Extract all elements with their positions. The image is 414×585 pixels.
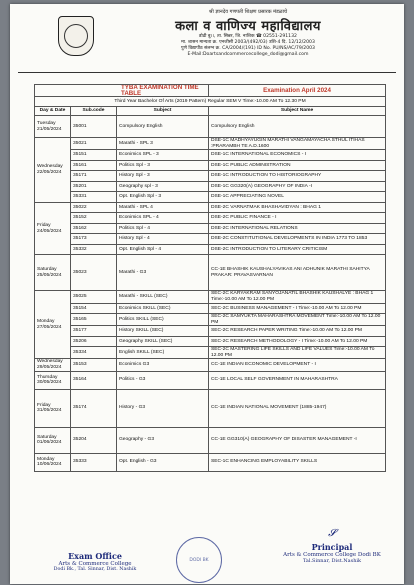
document-page (10, 4, 404, 584)
subject-code-cell: 35174 (71, 389, 117, 427)
exam-office-line3: Dodi Bk., Tal. Sinnar, Dist. Nashik (53, 567, 137, 572)
subject-name-cell: DSE-2C INTERNATIONAL RELATIONS (209, 223, 386, 234)
subject-code-cell: 35173 (71, 234, 117, 245)
subject-code-cell: 35164 (71, 371, 117, 389)
subject-code-cell: 35204 (71, 427, 117, 453)
subject-code-cell: 35201 (71, 181, 117, 192)
society-name: श्री ज्ञानदेव गणपती शिक्षण प्रसारक मंडळाचे (208, 9, 288, 15)
subject-code-cell: 35162 (71, 223, 117, 234)
subject-name-cell: SEC-2C RESEARCH PAPER WRITING Time:-10.00 AM To 12.00 PM (209, 326, 386, 337)
subject-name-cell: SEC-2C RESEARCH METHODOLOGY - I Time:-10.00 AM To 12.00 PM (209, 336, 386, 347)
subject-cell: English SKILL (SEC) (117, 347, 209, 359)
subject-code-cell: 35022 (71, 202, 117, 213)
day-date-cell: Saturday 01/06/2024 (35, 427, 71, 453)
subject-cell: Econimics SKILL (SEC) (117, 303, 209, 314)
subject-name-cell: SEC-2C KARYAKRAM SANYOJANATIL BHASHIK KAUSHALYE : BHAG 1 Time:-10.00 AM To 12.00 PM (209, 291, 386, 303)
subject-cell: Geography SKILL (SEC) (117, 336, 209, 347)
subject-name-cell: DSE-1C GG320(A) GEOGRAPHY OF INDIA -I (209, 181, 386, 192)
subject-code-cell: 35161 (71, 160, 117, 171)
subject-code-cell: 35206 (71, 336, 117, 347)
subject-cell: History SKILL (SEC) (117, 326, 209, 337)
table-row (35, 314, 386, 326)
table-row (35, 160, 386, 171)
table-row (35, 255, 386, 291)
principal-signature-block (272, 528, 392, 564)
subject-cell: Econimics G3 (117, 359, 209, 371)
table-row (35, 371, 386, 389)
affiliation-line: पुणे विद्यापीठ संलग्न क्र. CA/2004/(191) ID No. PU/NS/AC/79/2003 (181, 46, 315, 51)
subject-cell: Marathi - SKILL (SEC) (117, 291, 209, 303)
table-row (35, 336, 386, 347)
day-date-cell: Saturday 25/05/2024 (35, 255, 71, 291)
subject-name-cell: DSE-1C PUBLIC ADMINISTRATION (209, 160, 386, 171)
subject-name-cell: DSE-2C VARNATMAK BHASHAVIDYAN : BHAG 1 (209, 202, 386, 213)
subject-code-cell: 35177 (71, 326, 117, 337)
subject-cell: Compulsory English (117, 116, 209, 138)
subject-code-cell: 35001 (71, 116, 117, 138)
subject-code-cell: 35332 (71, 244, 117, 255)
subject-code-cell: 35153 (71, 359, 117, 371)
exam-office-title: Exam Office (68, 551, 122, 561)
college-name: कला व वाणिज्य महाविद्यालय (175, 19, 321, 34)
logo-emblem-icon (64, 24, 88, 48)
subject-name-cell: CC-1E INDIAN ECONOMIC DEVELOPMENT - I (209, 359, 386, 371)
college-logo (58, 16, 94, 56)
subject-cell: Opt. English Spl - 4 (117, 244, 209, 255)
principal-line2: Arts & Commerce College Dodi BK (283, 552, 381, 558)
subject-cell: Geography spl - 3 (117, 181, 209, 192)
day-date-cell: Monday 10/06/2024 (35, 453, 71, 471)
table-row (35, 202, 386, 213)
subject-code-cell: 35151 (71, 150, 117, 161)
header-subject: Subject (117, 107, 209, 116)
table-row (35, 116, 386, 138)
subject-name-cell: SEC-1C ENHANCING EMPLOYABILITY SKILLS (209, 453, 386, 471)
principal-line3: Tal.Sinnar, Dist.Nashik (302, 558, 362, 564)
subject-name-cell: DSE-1C APPRECIATING NOVEL (209, 192, 386, 203)
subject-name-cell: CC-1E BHASHIK KAUSHALYAVIKAS ANI ADHUNIK MARATHI SAHITYA PRAKAR: PRAVASVARNAN (209, 255, 386, 291)
subject-name-cell: CC-1E INDIAN NATIONAL MOVEMENT (1885-1947) (209, 389, 386, 427)
exam-office-line2: Arts & Commerce College (58, 561, 132, 567)
principal-title: Principal (311, 542, 353, 552)
header-divider (18, 72, 396, 73)
header-subject-name: Subject Name (209, 107, 386, 116)
subject-cell: Marathi - G3 (117, 255, 209, 291)
day-date-cell: Monday 27/05/2024 (35, 291, 71, 359)
subject-cell: Marathi - SPL 3 (117, 138, 209, 150)
subject-code-cell: 35334 (71, 347, 117, 359)
subject-code-cell: 35154 (71, 303, 117, 314)
day-date-cell: Wednesday 29/05/2024 (35, 359, 71, 371)
subject-code-cell: 35025 (71, 291, 117, 303)
table-row (35, 192, 386, 203)
subject-cell: Politics Spl - 4 (117, 223, 209, 234)
table-row (35, 347, 386, 359)
subject-cell: Geography - G3 (117, 427, 209, 453)
subject-name-cell: DSE-2C CONSTITUTIONAL DEVELOPMENTS IN INDIA 1773 TO 1853 (209, 234, 386, 245)
subject-cell: History - G3 (117, 389, 209, 427)
table-row (35, 223, 386, 234)
subject-cell: Politics Spl - 3 (117, 160, 209, 171)
signature-scribble: 𝓢 (328, 528, 336, 539)
subject-name-cell: CC-1E GG310(A) GEOGRAPHY OF DISASTER MANAGEMENT -I (209, 427, 386, 453)
subject-name-cell: DSE-1C INTERNATIONAL ECONOMICS - I (209, 150, 386, 161)
table-row (35, 291, 386, 303)
table-row (35, 234, 386, 245)
exam-office-stamp (40, 551, 150, 572)
subject-code-cell: 35171 (71, 171, 117, 182)
table-row (35, 150, 386, 161)
table-row (35, 181, 386, 192)
table-row (35, 389, 386, 427)
table-row (35, 326, 386, 337)
subject-cell: Econimics SPL - 4 (117, 213, 209, 224)
exam-title: TYBA EXAMINATION TIME TABLE (35, 85, 209, 97)
address-line: डोढी बु।।, ता. सिन्नर, जि. नाशिक ☎ 02551-291132 (199, 34, 297, 39)
letterhead (98, 9, 398, 58)
table-row (35, 303, 386, 314)
subject-name-cell: SEC-2C BUSINESS MANAGEMENT - I Time:-10.00 AM To 12.00 PM (209, 303, 386, 314)
subject-name-cell: Compulsory English (209, 116, 386, 138)
approval-line: मा. शासन मान्यता क्र. एनजीसी 2003/(492/03) उशि-4 दि. 12/12/2003 (181, 40, 315, 45)
subject-cell: History Spl - 3 (117, 171, 209, 182)
subject-name-cell: DSE-1C MADHYAYUGIN MARATHI VANGAMAYACHA STHUL ITIHAS :PRARAMBH TE A.D.1600 (209, 138, 386, 150)
table-row (35, 244, 386, 255)
table-row (35, 359, 386, 371)
email-line: E-Mail:Doartsandcommercecollege_dodi@gmail.com (187, 52, 309, 57)
subject-cell: Opt. English Spl - 3 (117, 192, 209, 203)
subject-name-cell: SEC-2C MASTERING LIFE SKILLS AND LIFE VALUES Time:-10.00 AM To 12.00 PM (209, 347, 386, 359)
table-row (35, 213, 386, 224)
header-subcode: Sub.code (71, 107, 117, 116)
day-date-cell: Thursday 30/05/2024 (35, 371, 71, 389)
subject-cell: Politics SKILL (SEC) (117, 314, 209, 326)
round-stamp-text: DODI BK (189, 557, 209, 563)
subject-name-cell: DSE-1C INTRODUCTION TO HISTORIOGRAPHY (209, 171, 386, 182)
table-row (35, 453, 386, 471)
subject-code-cell: 35165 (71, 314, 117, 326)
subject-name-cell: DSE-2C PUBLIC FINANCE - I (209, 213, 386, 224)
day-date-cell: Tuesday 21/05/2024 (35, 116, 71, 138)
subject-name-cell: SEC-2C SAMYUKTA MAHARASHTRA MOVEMENT Time:-10.00 AM To 12.00 PM (209, 314, 386, 326)
subject-code-cell: 35023 (71, 255, 117, 291)
subject-cell: Politics - G3 (117, 371, 209, 389)
subject-code-cell: 35331 (71, 192, 117, 203)
subject-cell: Marathi - SPL 4 (117, 202, 209, 213)
exam-session: Examination April 2024 (209, 85, 386, 97)
subject-cell: Econimics SPL - 3 (117, 150, 209, 161)
subject-cell: History Spl - 4 (117, 234, 209, 245)
day-date-cell: Friday 31/05/2024 (35, 389, 71, 427)
subject-code-cell: 35152 (71, 213, 117, 224)
college-round-stamp (176, 537, 222, 583)
header-date: Day & Date (35, 107, 71, 116)
table-row (35, 427, 386, 453)
table-row (35, 171, 386, 182)
day-date-cell: Wednesday 22/05/2024 (35, 138, 71, 203)
subject-cell: Opt. English - G3 (117, 453, 209, 471)
subject-name-cell: CC-1E LOCAL SELF GOVERNMENT IN MAHARASHTRA (209, 371, 386, 389)
table-row (35, 138, 386, 150)
subject-code-cell: 35021 (71, 138, 117, 150)
timetable (34, 84, 386, 472)
exam-subtitle: Third Year Bachelor Of Arts (2019 Pattern) Regular SEM V Time:-10.00 AM To 12.30 PM (35, 97, 386, 107)
day-date-cell: Friday 24/05/2024 (35, 202, 71, 255)
subject-code-cell: 35333 (71, 453, 117, 471)
subject-name-cell: DSE-2C INTRODUCTION TO LITERARY CRITICISM (209, 244, 386, 255)
